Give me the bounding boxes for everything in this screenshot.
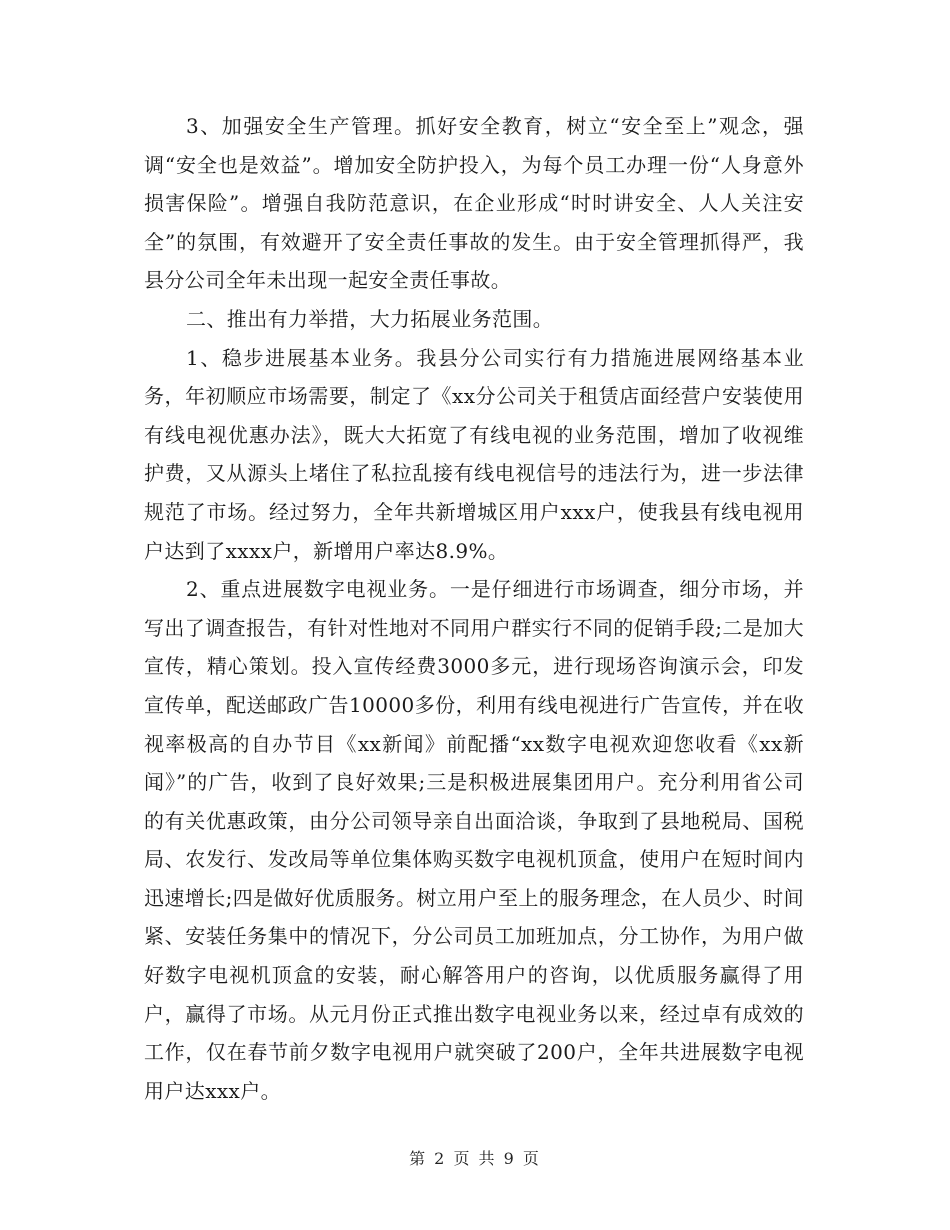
paragraph-basic-business: 1、稳步进展基本业务。我县分公司实行有力措施进展网络基本业务，年初顺应市场需要，制定了《xx分公司关于租赁店面经营户安装使用有线电视优惠办法》，既大大拓宽了有线电视的业务范围，增加了收视维护费，又从源头上堵住了私拉乱接有线电视信号的违法行为，进一步法律规范了市场。经过努力，全年共新增城区用户xxx户，使我县有线电视用户达到了xxxx户，新增用户率达8.9%。	[144, 345, 804, 563]
section-heading-business-expansion: 二、推出有力举措，大力拓展业务范围。	[186, 306, 554, 331]
paragraph-safety-management: 3、加强安全生产管理。抓好安全教育，树立“安全至上”观念，强调“安全也是效益”。增加安全防护投入，为每个员工办理一份“人身意外损害保险”。增强自我防范意识，在企业形成“时时讲安全、人人关注安全”的氛围，有效避开了安全责任事故的发生。由于安全管理抓得严，我县分公司全年未出现一起安全责任事故。	[144, 114, 804, 293]
page-number-footer: 第 2 页 共 9 页	[409, 1149, 541, 1168]
paragraph-digital-tv-business: 2、重点进展数字电视业务。一是仔细进行市场调查，细分市场，并写出了调查报告，有针对性地对不同用户群实行不同的促销手段;二是加大宣传，精心策划。投入宣传经费3000多元，进行现场咨询演示会，印发宣传单，配送邮政广告10000多份，利用有线电视进行广告宣传，并在收视率极高的自办节目《xx新闻》前配播“xx数字电视欢迎您收看《xx新闻》”的广告，收到了良好效果;三是积极进展集团用户。充分利用省公司的有关优惠政策，由分公司领导亲自出面洽谈，争取到了县地税局、国税局、农发行、发改局等单位集体购买数字电视机顶盒，使用户在短时间内迅速增长;四是做好优质服务。树立用户至上的服务理念，在人员少、时间紧、安装任务集中的情况下，分公司员工加班加点，分工协作，为用户做好数字电视机顶盒的安装，耐心解答用户的咨询，以优质服务赢得了用户，赢得了市场。从元月份正式推出数字电视业务以来，经过卓有成效的工作，仅在春节前夕数字电视用户就突破了200户，全年共进展数字电视用户达xxx户。	[144, 577, 804, 1103]
document-body	[144, 107, 804, 1110]
